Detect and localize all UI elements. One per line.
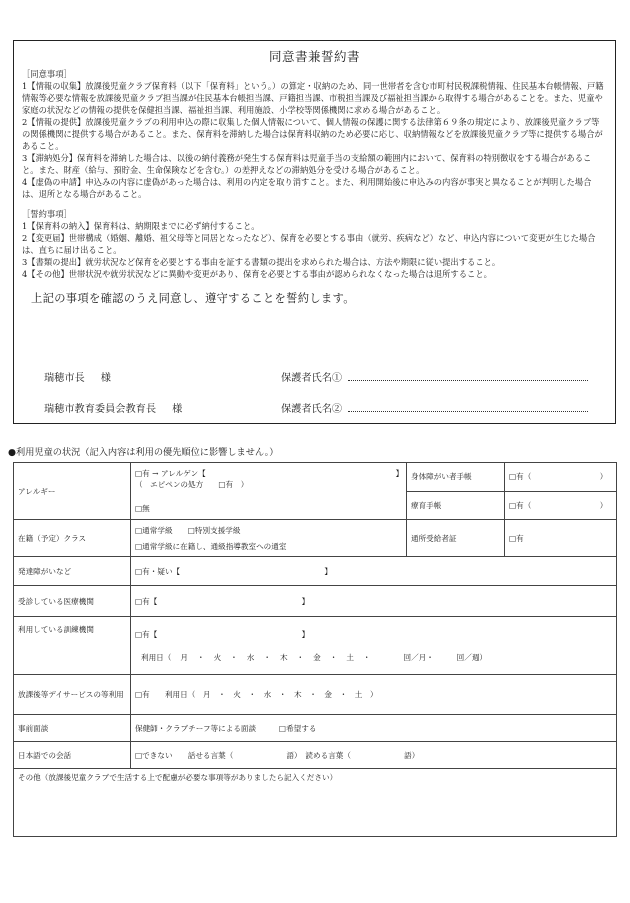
confirm-statement: 上記の事項を確認のうえ同意し、遵守することを誓約します。 (31, 292, 355, 305)
agree-item-4: 4【虚偽の申請】申込みの内容に虚偽があった場合は、利用の内定を取り消すこと。また、利用開始後に申込みの内容が事実と異なることが判明した場合は、退所となる場合があること。 (22, 177, 592, 199)
guardian-name-label-1: 保護者氏名① (281, 373, 343, 384)
pledge-item-2: 2【変更届】世帯構成（婚姻、離婚、祖父母等と同居となったなど）、保育を必要とする事由（就労、疾病など）など、申込内容について変更が生じた場合は、直ちに届け出ること。 (22, 233, 596, 255)
table-row (14, 463, 617, 520)
developmental-label: 発達障がいなど (14, 557, 131, 586)
disability-card-label: 身体障がい者手帳 (407, 463, 504, 492)
japanese-label: 日本語での会話 (14, 742, 131, 769)
consent-title: 同意書兼誓約書 (268, 49, 360, 64)
status-heading: ●利用児童の状況（記入内容は利用の優先順位に影響しません。） (8, 447, 279, 458)
day-care-cert-field[interactable]: □有 (505, 520, 617, 557)
table-row (14, 715, 617, 742)
guardian-name-label-2: 保護者氏名② (281, 404, 343, 415)
interview-label: 事前面談 (14, 715, 131, 742)
after-school-service-field[interactable]: □有 利用日（ 月 ・ 火 ・ 水 ・ 木 ・ 金 ・ 土 ） (131, 675, 617, 715)
training-field[interactable]: □有【 】 利用日（ 月 ・ 火 ・ 水 ・ 木 ・ 金 ・ 土 ・ 回／月・ 回／週） (131, 617, 617, 675)
pledge-item-3: 3【書類の提出】就労状況など保育を必要とする事由を証する書類の提出を求められた場合は、方法や期限に従い提出すること。 (22, 257, 501, 267)
japanese-field[interactable]: □できない 話せる言葉（ 語） 読める言葉（ 語） (131, 742, 617, 769)
developmental-field[interactable]: □有・疑い【 】 (131, 557, 617, 586)
table-row (14, 769, 617, 837)
rehab-card-label: 療育手帳 (411, 501, 442, 510)
medical-label: 受診している医療機関 (14, 586, 131, 617)
training-label: 利用している訓練機関 (14, 617, 131, 675)
agree-item-3: 3【滞納処分】保育料を滞納した場合は、以後の納付義務が発生する保育料は児童手当の支給額の範囲内において、保育料の特別徴収をする場合があること。また、財産（給与、預貯金、生命保険などを含む。）の差押えなどの滞納処分を受ける場合があること。 (22, 153, 592, 175)
table-row (14, 520, 617, 557)
table-row (14, 742, 617, 769)
agree-header: ［同意事項］ (22, 69, 72, 79)
table-row (14, 617, 617, 675)
pledge-item-1: 1【保育料の納入】保育料は、納期限までに必ず納付すること。 (22, 221, 260, 231)
table-row (14, 675, 617, 715)
enrollment-label: 在籍（予定）クラス (14, 520, 131, 557)
interview-field[interactable]: 保健師・クラブチーフ等による面談 □希望する (131, 715, 617, 742)
guardian-name-field-1[interactable] (348, 380, 588, 381)
addressee-mayor: 瑞穂市長 様 (44, 373, 111, 384)
pledge-item-4: 4【その他】世帯状況や就労状況などに異動や変更があり、保育を必要とする事由が認められなくなった場合は退所すること。 (22, 269, 492, 279)
child-status-table (13, 462, 617, 837)
training-days: 利用日（ 月 ・ 火 ・ 水 ・ 木 ・ 金 ・ 土 ・ 回／月・ 回／週） (141, 652, 488, 662)
pledge-header: ［誓約事項］ (22, 209, 72, 219)
table-row (14, 557, 617, 586)
guardian-name-field-2[interactable] (348, 411, 588, 412)
medical-field[interactable]: □有【 】 (131, 586, 617, 617)
agree-item-2: 2【情報の提供】放課後児童クラブの利用申込の際に収集した個人情報について、個人情報の保護に関する法律第６９条の規定により、放課後児童クラブ等の関係機関に提供する場合があること。また、保育料を滞納した場合は保育料収納のため必要に応じ、収納情報などを放課後児童クラブ等に提供する場合があること。 (22, 117, 603, 151)
disability-card-field[interactable]: □有（ ） (505, 463, 616, 492)
after-school-service-label: 放課後等デイサービスの等利用 (14, 675, 131, 715)
other-field[interactable]: その他（放課後児童クラブで生活する上で配慮が必要な事項等がありましたら記入ください） (14, 769, 617, 837)
allergy-label: アレルギー (14, 463, 131, 520)
rehab-card-field[interactable]: □有（ ） (509, 501, 608, 510)
allergy-field[interactable]: □有 → アレルゲン【 】 （ エピペンの処方 □有 ） □無 (131, 463, 407, 520)
consent-pledge-box (13, 40, 616, 424)
day-care-cert-label: 通所受給者証 (407, 520, 505, 557)
enrollment-field[interactable]: □通常学級 □特別支援学級 □通常学級に在籍し、通級指導教室への通室 (131, 520, 407, 557)
table-row (14, 586, 617, 617)
agree-item-1: 1【情報の収集】放課後児童クラブ保育料（以下「保育料」という。）の算定・収納のため、同一世帯者を含む市町村民税課税情報、住民基本台帳情報、戸籍情報等必要な情報を放課後児童クラブ担当課が住民基本台帳担当課、戸籍担当課、市税担当課及び福祉担当課から取得する場合があることを。また、児童や家庭の状況などの情報の提供を保健担当課、福祉担当課、利用施設、小学校等関係機関に求める場合があること。 (22, 81, 604, 115)
addressee-superintendent: 瑞穂市教育委員会教育長 様 (44, 404, 183, 415)
